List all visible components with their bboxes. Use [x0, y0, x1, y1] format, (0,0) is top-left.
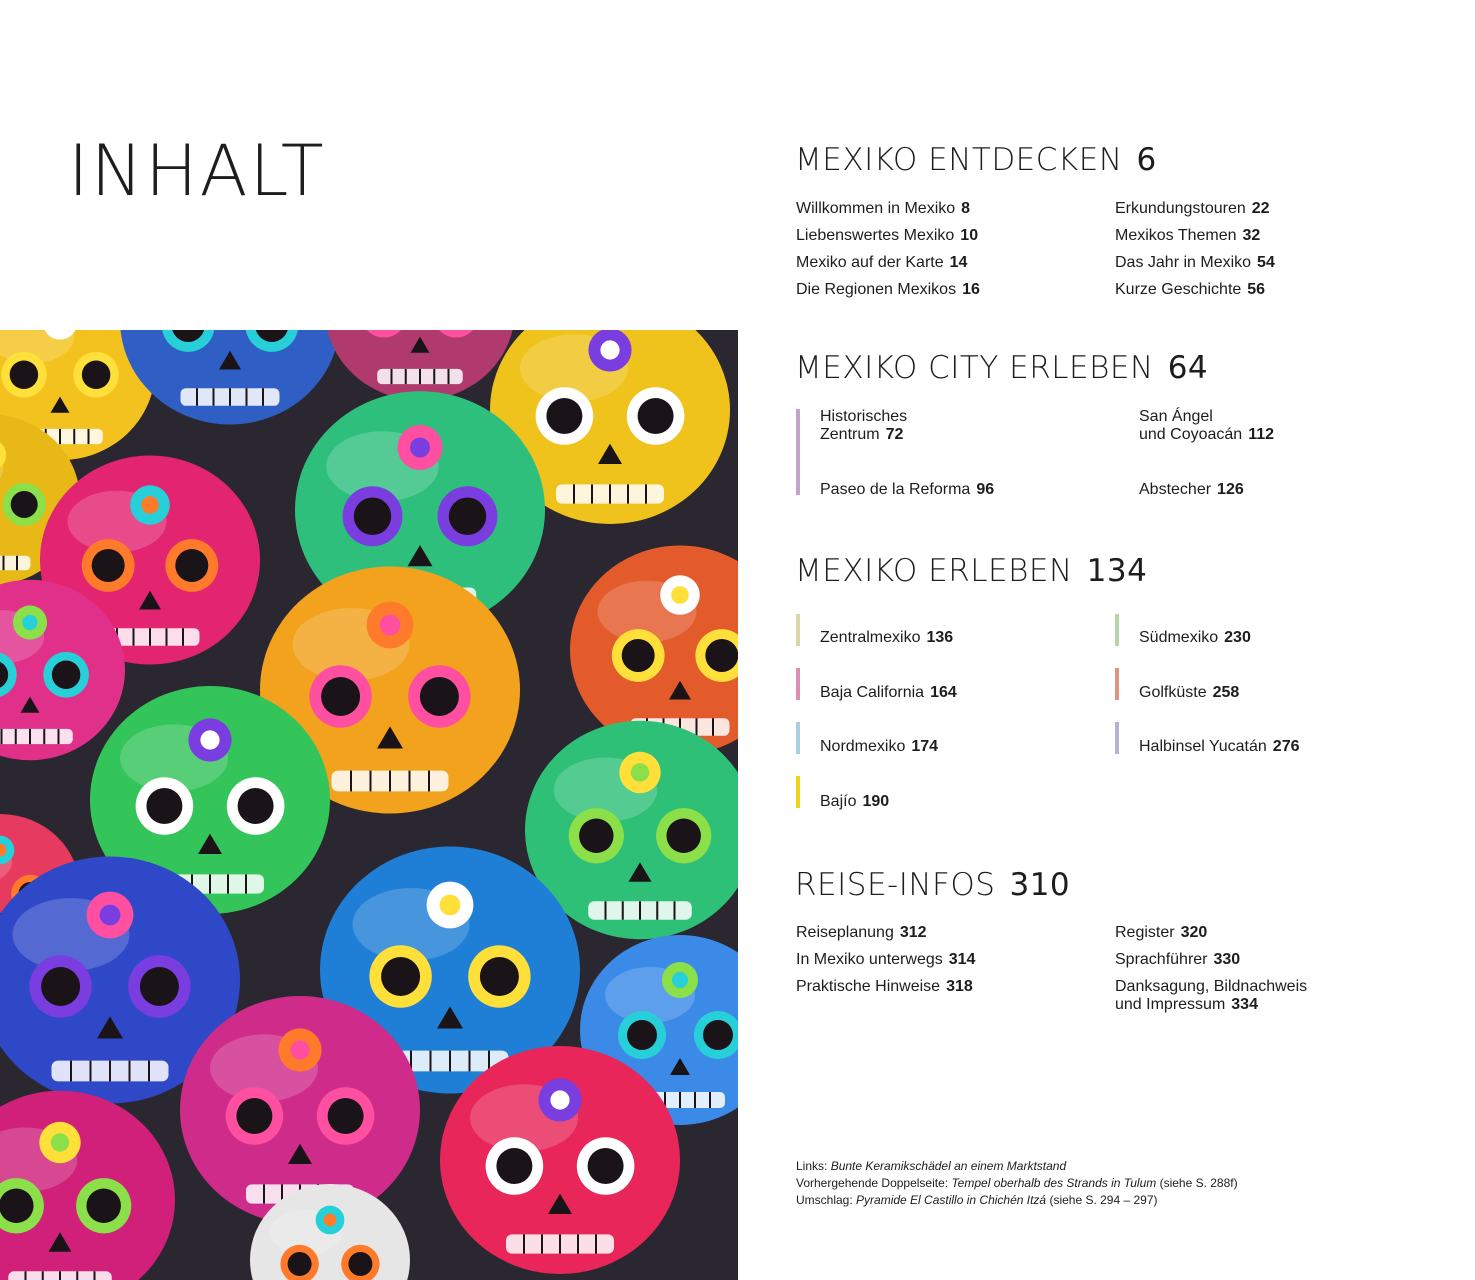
toc-entry[interactable]: Bajío 190 [820, 793, 890, 810]
toc-entry[interactable]: San Ángel und Coyoacán 112 [1139, 408, 1274, 443]
credit-line: Vorhergehende Doppelseite: Tempel oberhalb des Strands in Tulum (siehe S. 288f) [796, 1176, 1238, 1190]
toc-entry[interactable]: Praktische Hinweise 318 [796, 978, 973, 995]
toc-entry[interactable]: Erkundungstouren 22 [1115, 200, 1270, 217]
toc-entry[interactable]: Mexikos Themen 32 [1115, 227, 1261, 244]
toc-entry[interactable]: Danksagung, Bildnachweis und Impressum 334 [1115, 978, 1308, 1013]
credit-line: Umschlag: Pyramide El Castillo in Chichén Itzá (siehe S. 294 – 297) [796, 1193, 1158, 1207]
toc-entry[interactable]: Südmexiko 230 [1139, 629, 1251, 646]
region-color-bar [796, 722, 800, 754]
toc-entry[interactable]: Mexiko auf der Karte 14 [796, 254, 968, 271]
toc-entry[interactable]: Abstecher 126 [1139, 481, 1244, 498]
toc-entry[interactable]: Die Regionen Mexikos 16 [796, 281, 980, 298]
section-heading-mexiko-city-erleben[interactable]: MEXIKO CITY ERLEBEN 64 [795, 350, 1209, 386]
toc-entry[interactable]: Liebenswertes Mexiko 10 [796, 227, 979, 244]
toc-entry[interactable]: Das Jahr in Mexiko 54 [1115, 254, 1275, 271]
section-heading-mexiko-entdecken[interactable]: MEXIKO ENTDECKEN 6 [795, 142, 1157, 178]
toc-entry[interactable]: Golfküste 258 [1139, 684, 1240, 701]
toc-entry[interactable]: Zentralmexiko 136 [820, 629, 954, 646]
ceramic-skull [120, 330, 340, 425]
region-color-bar [796, 614, 800, 646]
toc-entry[interactable]: Sprachführer 330 [1115, 951, 1241, 968]
toc-entry[interactable]: Baja California 164 [820, 684, 957, 701]
toc-entry[interactable]: Paseo de la Reforma 96 [820, 481, 995, 498]
toc-entry[interactable]: Reiseplanung 312 [796, 924, 927, 941]
page-title: INHALT [68, 130, 326, 212]
toc-entry[interactable]: Nordmexiko 174 [820, 738, 939, 755]
toc-entry[interactable]: Halbinsel Yucatán 276 [1139, 738, 1300, 755]
toc-entry[interactable]: Kurze Geschichte 56 [1115, 281, 1266, 298]
toc-entry[interactable]: Historisches Zentrum 72 [820, 408, 908, 443]
region-color-bar [1115, 722, 1119, 754]
section-heading-mexiko-erleben[interactable]: MEXIKO ERLEBEN 134 [795, 553, 1148, 589]
region-color-bar [796, 776, 800, 808]
region-color-bar [1115, 614, 1119, 646]
toc-entry[interactable]: Willkommen in Mexiko 8 [796, 200, 971, 217]
ceramic-skull [0, 1091, 175, 1280]
ceramic-skull [440, 1046, 680, 1274]
ceramic-skull [325, 330, 515, 400]
toc-entry[interactable]: In Mexiko unterwegs 314 [796, 951, 976, 968]
section-heading-reise-infos[interactable]: REISE-INFOS 310 [795, 867, 1071, 903]
skulls-photo [0, 330, 738, 1280]
region-color-bar [1115, 668, 1119, 700]
region-color-bar [796, 668, 800, 700]
photo-credits [796, 1158, 1238, 1209]
credit-line: Links: Bunte Keramikschädel an einem Marktstand [796, 1159, 1067, 1173]
toc-entry[interactable]: Register 320 [1115, 924, 1208, 941]
region-color-bar [796, 409, 800, 495]
